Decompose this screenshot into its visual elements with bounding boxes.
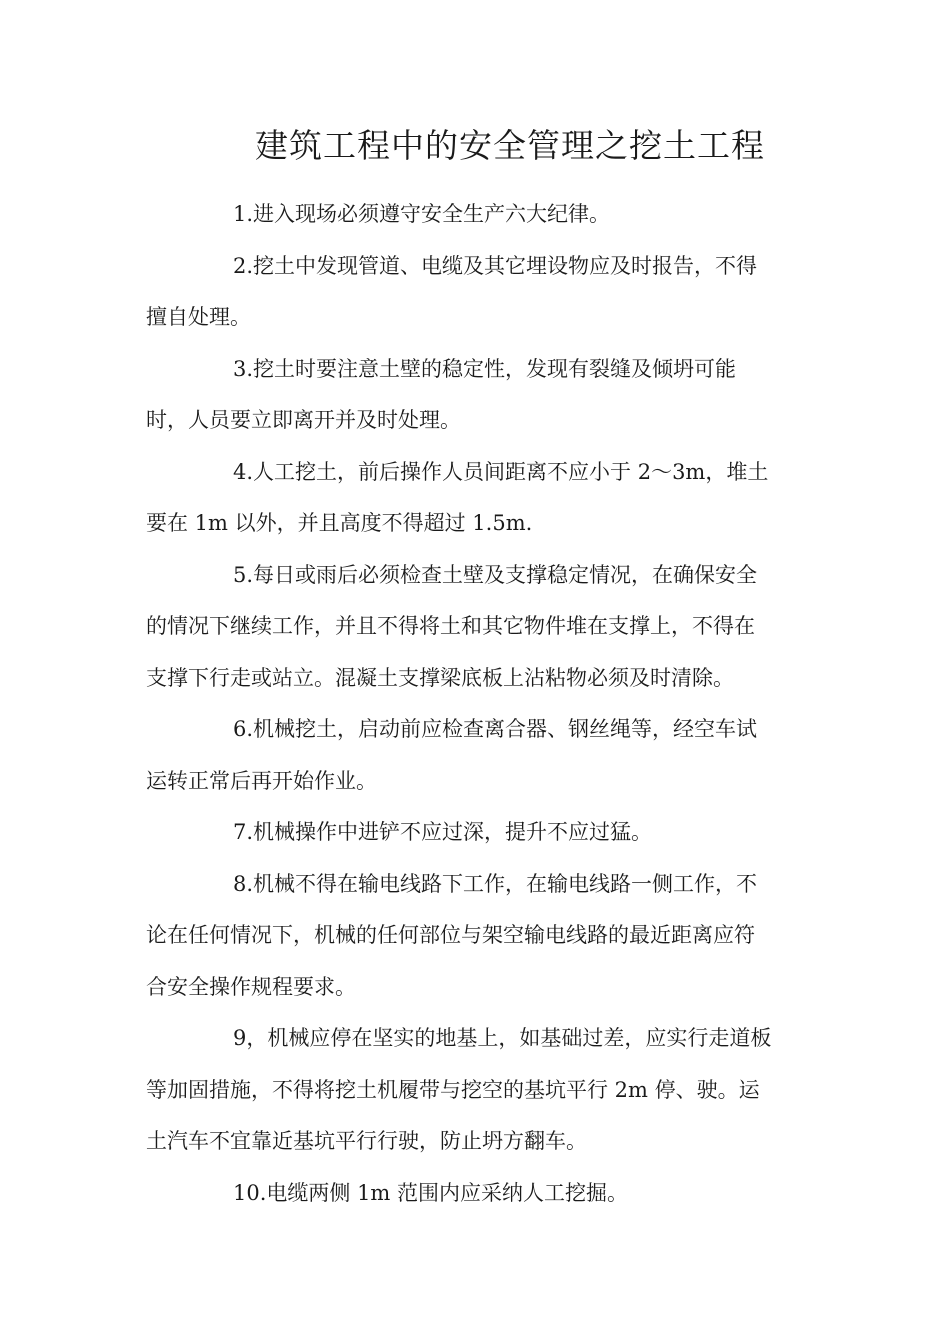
paragraph-line: 8.机械不得在输电线路下工作，在输电线路一侧工作，不 [233,872,758,896]
paragraph-line: 2.挖土中发现管道、电缆及其它埋设物应及时报告，不得 [233,254,758,278]
paragraph-line: 土汽车不宜靠近基坑平行行驶，防止坍方翻车。 [146,1129,587,1153]
paragraph-line: 7.机械操作中进铲不应过深，提升不应过猛。 [233,820,653,844]
paragraph-line: 4.人工挖土，前后操作人员间距离不应小于 2～3m，堆土 [233,460,769,484]
paragraph-line: 时，人员要立即离开并及时处理。 [146,408,461,432]
paragraph-line: 5.每日或雨后必须检查土壁及支撑稳定情况，在确保安全 [233,563,758,587]
paragraph-line: 10.电缆两侧 1m 范围内应采纳人工挖掘。 [233,1181,629,1205]
paragraph-line: 擅自处理。 [146,305,251,329]
paragraph-line: 支撑下行走或站立。混凝土支撑梁底板上沾粘物必须及时清除。 [146,666,734,690]
document-title: 建筑工程中的安全管理之挖土工程 [255,126,765,165]
paragraph-line: 要在 1m 以外，并且高度不得超过 1.5m. [146,511,533,535]
paragraph-line: 等加固措施，不得将挖土机履带与挖空的基坑平行 2m 停、驶。运 [146,1078,760,1102]
paragraph-line: 的情况下继续工作，并且不得将土和其它物件堆在支撑上，不得在 [146,614,755,638]
paragraph-line: 9，机械应停在坚实的地基上，如基础过差，应实行走道板 [233,1026,772,1050]
paragraph-line: 合安全操作规程要求。 [146,975,356,999]
paragraph-line: 运转正常后再开始作业。 [146,769,377,793]
paragraph-line: 3.挖土时要注意土壁的稳定性，发现有裂缝及倾坍可能 [233,357,737,381]
paragraph-line: 6.机械挖土，启动前应检查离合器、钢丝绳等，经空车试 [233,717,758,741]
paragraph-line: 1.进入现场必须遵守安全生产六大纪律。 [233,202,611,226]
paragraph-line: 论在任何情况下，机械的任何部位与架空输电线路的最近距离应符 [146,923,755,947]
